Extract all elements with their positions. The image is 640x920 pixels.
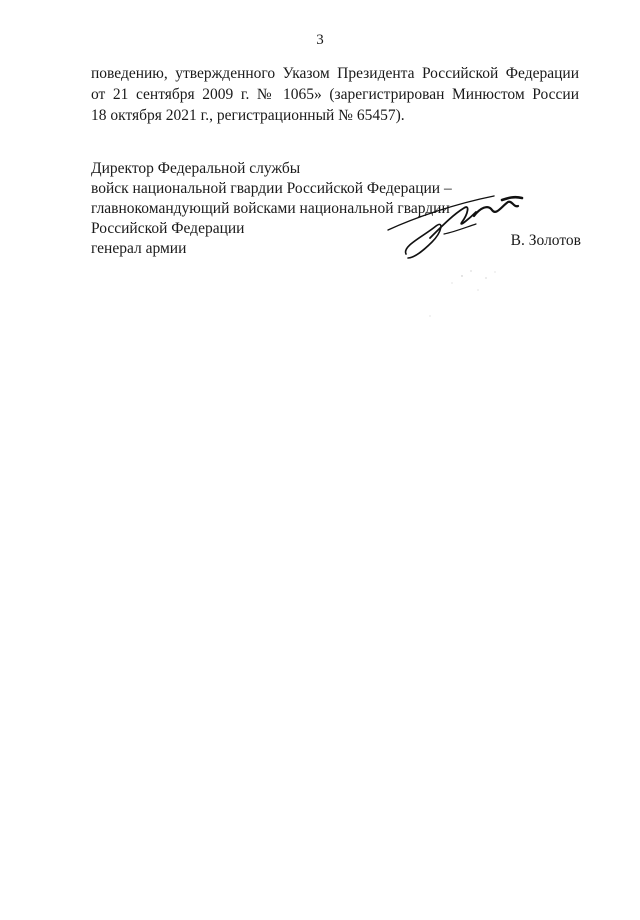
signatory-title-line-3: главнокомандующий войсками национальной гвардии bbox=[91, 200, 450, 217]
signatory-name: В. Золотов bbox=[510, 232, 581, 249]
body-line-3: 18 октября 2021 г., регистрационный № 65457). bbox=[91, 107, 405, 124]
signatory-title-line-2: войск национальной гвардии Российской Федерации – bbox=[91, 180, 452, 197]
body-line-1: поведению, утвержденного Указом Президента Российской Федерации bbox=[91, 65, 579, 82]
signatory-title-line-4: Российской Федерации bbox=[91, 220, 245, 237]
signatory-title-line-1: Директор Федеральной службы bbox=[91, 160, 301, 177]
handwritten-signature bbox=[384, 188, 534, 270]
page-number: 3 bbox=[316, 32, 324, 48]
body-line-2: от 21 сентября 2009 г. № 1065» (зарегистрирован Минюстом России bbox=[91, 86, 579, 103]
signatory-title-line-5: генерал армии bbox=[91, 240, 187, 257]
